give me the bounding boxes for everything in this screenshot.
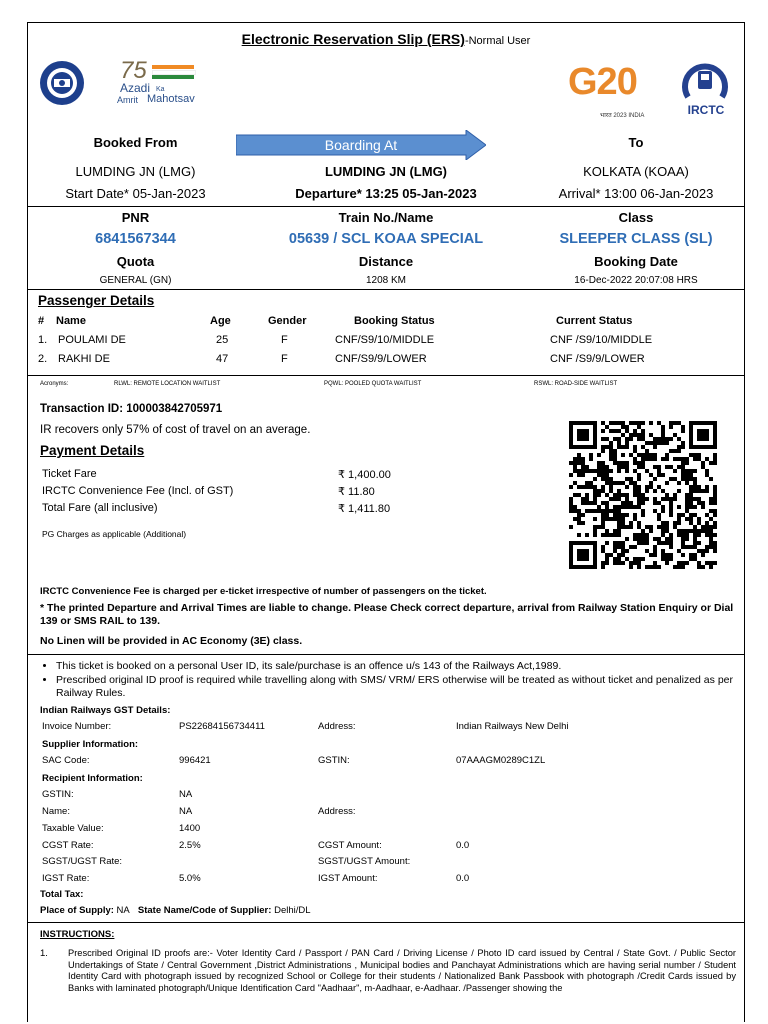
flag-saffron [152, 65, 194, 69]
train-value: 05639 / SCL KOAA SPECIAL [288, 231, 484, 247]
train-label: Train No./Name [338, 210, 434, 225]
azadi-75: 75 [120, 57, 147, 84]
title-sub: -Normal User [464, 35, 531, 47]
igst-amount-value: 0.0 [456, 873, 470, 884]
to-station: KOLKATA (KOAA) [583, 164, 689, 179]
sgst-rate-label: SGST/UGST Rate: [42, 856, 123, 867]
passenger-age: 47 [216, 353, 229, 365]
azadi-logo [114, 57, 204, 113]
divider [28, 922, 744, 923]
taxable-value: 1400 [179, 823, 201, 834]
recipient-name-value: NA [179, 806, 193, 817]
current-status: CNF /S9/9/LOWER [550, 353, 645, 365]
slip-title [28, 31, 744, 47]
igst-amount-label: IGST Amount: [318, 873, 378, 884]
g20-text: G20 [568, 61, 637, 103]
convenience-fee-label: IRCTC Convenience Fee (Incl. of GST) [42, 485, 234, 497]
sgst-amount-label: SGST/UGST Amount: [318, 856, 411, 867]
col-name-header: Name [56, 315, 86, 327]
class-value: SLEEPER CLASS (SL) [559, 231, 713, 247]
divider [28, 206, 744, 207]
ticket-fare-value: ₹ 1,400.00 [338, 469, 391, 481]
boarding-station: LUMDING JN (LMG) [324, 164, 448, 179]
passenger-gender: F [281, 334, 288, 346]
recipient-name-label: Name: [42, 806, 70, 817]
boarding-at-label: Boarding At [324, 137, 398, 153]
linen-note: No Linen will be provided in AC Economy (3E) class. [40, 635, 303, 647]
address-value: Indian Railways New Delhi [456, 721, 569, 732]
total-tax-label: Total Tax: [40, 889, 84, 900]
total-fare-label: Total Fare (all inclusive) [42, 502, 158, 514]
recipient-address-label: Address: [318, 806, 356, 817]
divider [28, 289, 744, 290]
irctc-logo [674, 59, 738, 121]
col-current-header: Current Status [556, 315, 633, 327]
quota-value: GENERAL (GN) [99, 275, 172, 286]
departure-time: Departure* 13:25 05-Jan-2023 [295, 186, 477, 201]
g20-logo [564, 61, 664, 121]
place-of-supply-line [40, 905, 311, 916]
recipient-gstin-value: NA [179, 789, 193, 800]
ka-word: Ka [156, 86, 165, 93]
list-item: • Prescribed original ID proof is required while travelling along with SMS/ VRM/ ERS otherwise will be treated as without ticket and penalized as per Railway Rules. [56, 674, 745, 700]
passenger-details-title: Passenger Details [38, 293, 155, 308]
cgst-rate-label: CGST Rate: [42, 840, 94, 851]
fee-note: IRCTC Convenience Fee is charged per e-ticket irrespective of number of passengers on the ticket. [40, 586, 487, 597]
list-item: • This ticket is booked on a personal User ID, its sale/purchase is an offence u/s 143 of the Railways Act,1989. [56, 660, 745, 673]
quota-label: Quota [116, 254, 155, 269]
booked-from-label: Booked From [93, 135, 178, 150]
acronym-rswl: RSWL: ROAD-SIDE WAITLIST [534, 381, 618, 387]
g20-caption: भारत 2023 INDIA [600, 113, 645, 119]
cgst-rate-value: 2.5% [179, 840, 201, 851]
place-value: NA [116, 905, 130, 916]
col-num-header: # [38, 315, 45, 327]
taxable-label: Taxable Value: [42, 823, 104, 834]
irctc-text: IRCTC [687, 103, 725, 117]
invoice-value: PS22684156734411 [179, 721, 265, 732]
invoice-label: Invoice Number: [42, 721, 112, 732]
row-num: 1. [38, 334, 48, 346]
place-label: Place of Supply: [40, 905, 114, 916]
state-value: Delhi/DL [274, 905, 311, 916]
indian-railways-logo [38, 57, 86, 109]
divider [28, 375, 744, 376]
instructions-title: INSTRUCTIONS: [40, 929, 115, 940]
instruction-text: Prescribed Original ID proofs are:- Voter Identity Card / Passport / PAN Card / Driving License / Photo ID card issued by Central / State Govt. / Public Sector Undertakings of State / Central Government ,District Administrations , Municipal bodies and Panchayat Administrations which are having serial number / Student Identity Card with photograph issued by recognized School or College for their students / Nationalized Bank Passbook with photograph /Credit Cards issued by Banks with laminated photograph/Unique Identification Card "Aadhaar", m-Aadhaar, e-Aadhaar. /Passenger showing the [68, 948, 736, 993]
gst-title: Indian Railways GST Details: [40, 705, 171, 716]
state-label: State Name/Code of Supplier: [137, 905, 272, 916]
azadi-word: Azadi [120, 81, 151, 95]
distance-value: 1208 KM [365, 275, 407, 286]
terms-list [36, 660, 745, 701]
booking-date-label: Booking Date [594, 254, 678, 269]
cgst-amount-value: 0.0 [456, 840, 470, 851]
passenger-name: POULAMI DE [58, 334, 126, 346]
qr-code [566, 421, 720, 569]
passenger-age: 25 [216, 334, 229, 346]
arrival-time: Arrival* 13:00 06-Jan-2023 [558, 186, 714, 201]
booking-date-value: 16-Dec-2022 20:07:08 HRS [574, 275, 698, 286]
row-num: 2. [38, 353, 48, 365]
col-age-header: Age [210, 315, 231, 327]
gstin-label: GSTIN: [318, 755, 350, 766]
acronyms-label: Acronyms: [40, 381, 69, 387]
total-fare-value: ₹ 1,411.80 [338, 503, 391, 515]
class-label: Class [618, 210, 654, 225]
acronym-pqwl: PQWL: POOLED QUOTA WAITLIST [324, 381, 422, 387]
supplier-info-label: Supplier Information: [42, 739, 139, 750]
instruction-number: 1. [40, 948, 48, 959]
amrit-word: Amrit [117, 95, 138, 105]
start-date: Start Date* 05-Jan-2023 [65, 186, 206, 201]
gstin-value: 07AAAGM0289C1ZL [456, 755, 546, 766]
cgst-amount-label: CGST Amount: [318, 840, 382, 851]
convenience-fee-value: ₹ 11.80 [338, 486, 375, 498]
address-label: Address: [318, 721, 356, 732]
transaction-id: Transaction ID: 100003842705971 [40, 403, 223, 415]
igst-rate-label: IGST Rate: [42, 873, 90, 884]
mahotsav-word: Mahotsav [147, 93, 195, 105]
distance-label: Distance [358, 254, 414, 269]
sac-value: 996421 [179, 755, 211, 766]
col-gender-header: Gender [268, 315, 307, 327]
recovery-note: IR recovers only 57% of cost of travel on an average. [40, 424, 311, 436]
recipient-info-label: Recipient Information: [42, 773, 143, 784]
col-booking-header: Booking Status [354, 315, 435, 327]
booking-status: CNF/S9/10/MIDDLE [335, 334, 435, 346]
flag-green [152, 75, 194, 79]
reservation-slip [27, 22, 745, 1022]
to-label: To [628, 135, 644, 150]
pg-charges-note: PG Charges as applicable (Additional) [42, 529, 187, 539]
sac-label: SAC Code: [42, 755, 90, 766]
title-main: Electronic Reservation Slip (ERS) [241, 31, 465, 47]
current-status: CNF /S9/10/MIDDLE [550, 334, 653, 346]
pnr-label: PNR [121, 210, 150, 225]
igst-rate-value: 5.0% [179, 873, 201, 884]
ticket-fare-label: Ticket Fare [42, 468, 97, 480]
booking-status: CNF/S9/9/LOWER [335, 353, 427, 365]
times-note: * The printed Departure and Arrival Times are liable to change. Please Check correct departure, arrival from Railway Station Enquiry or Dial 139 or SMS RAIL to 139. [40, 602, 734, 627]
pnr-value: 6841567344 [95, 231, 176, 247]
divider [28, 654, 744, 655]
irctc-emblem-icon [680, 59, 730, 101]
acronym-rlwl: RLWL: REMOTE LOCATION WAITLIST [114, 381, 221, 387]
payment-details-title: Payment Details [40, 443, 145, 458]
passenger-gender: F [281, 353, 288, 365]
passenger-name: RAKHI DE [58, 353, 110, 365]
from-station: LUMDING JN (LMG) [75, 164, 196, 179]
recipient-gstin-label: GSTIN: [42, 789, 74, 800]
